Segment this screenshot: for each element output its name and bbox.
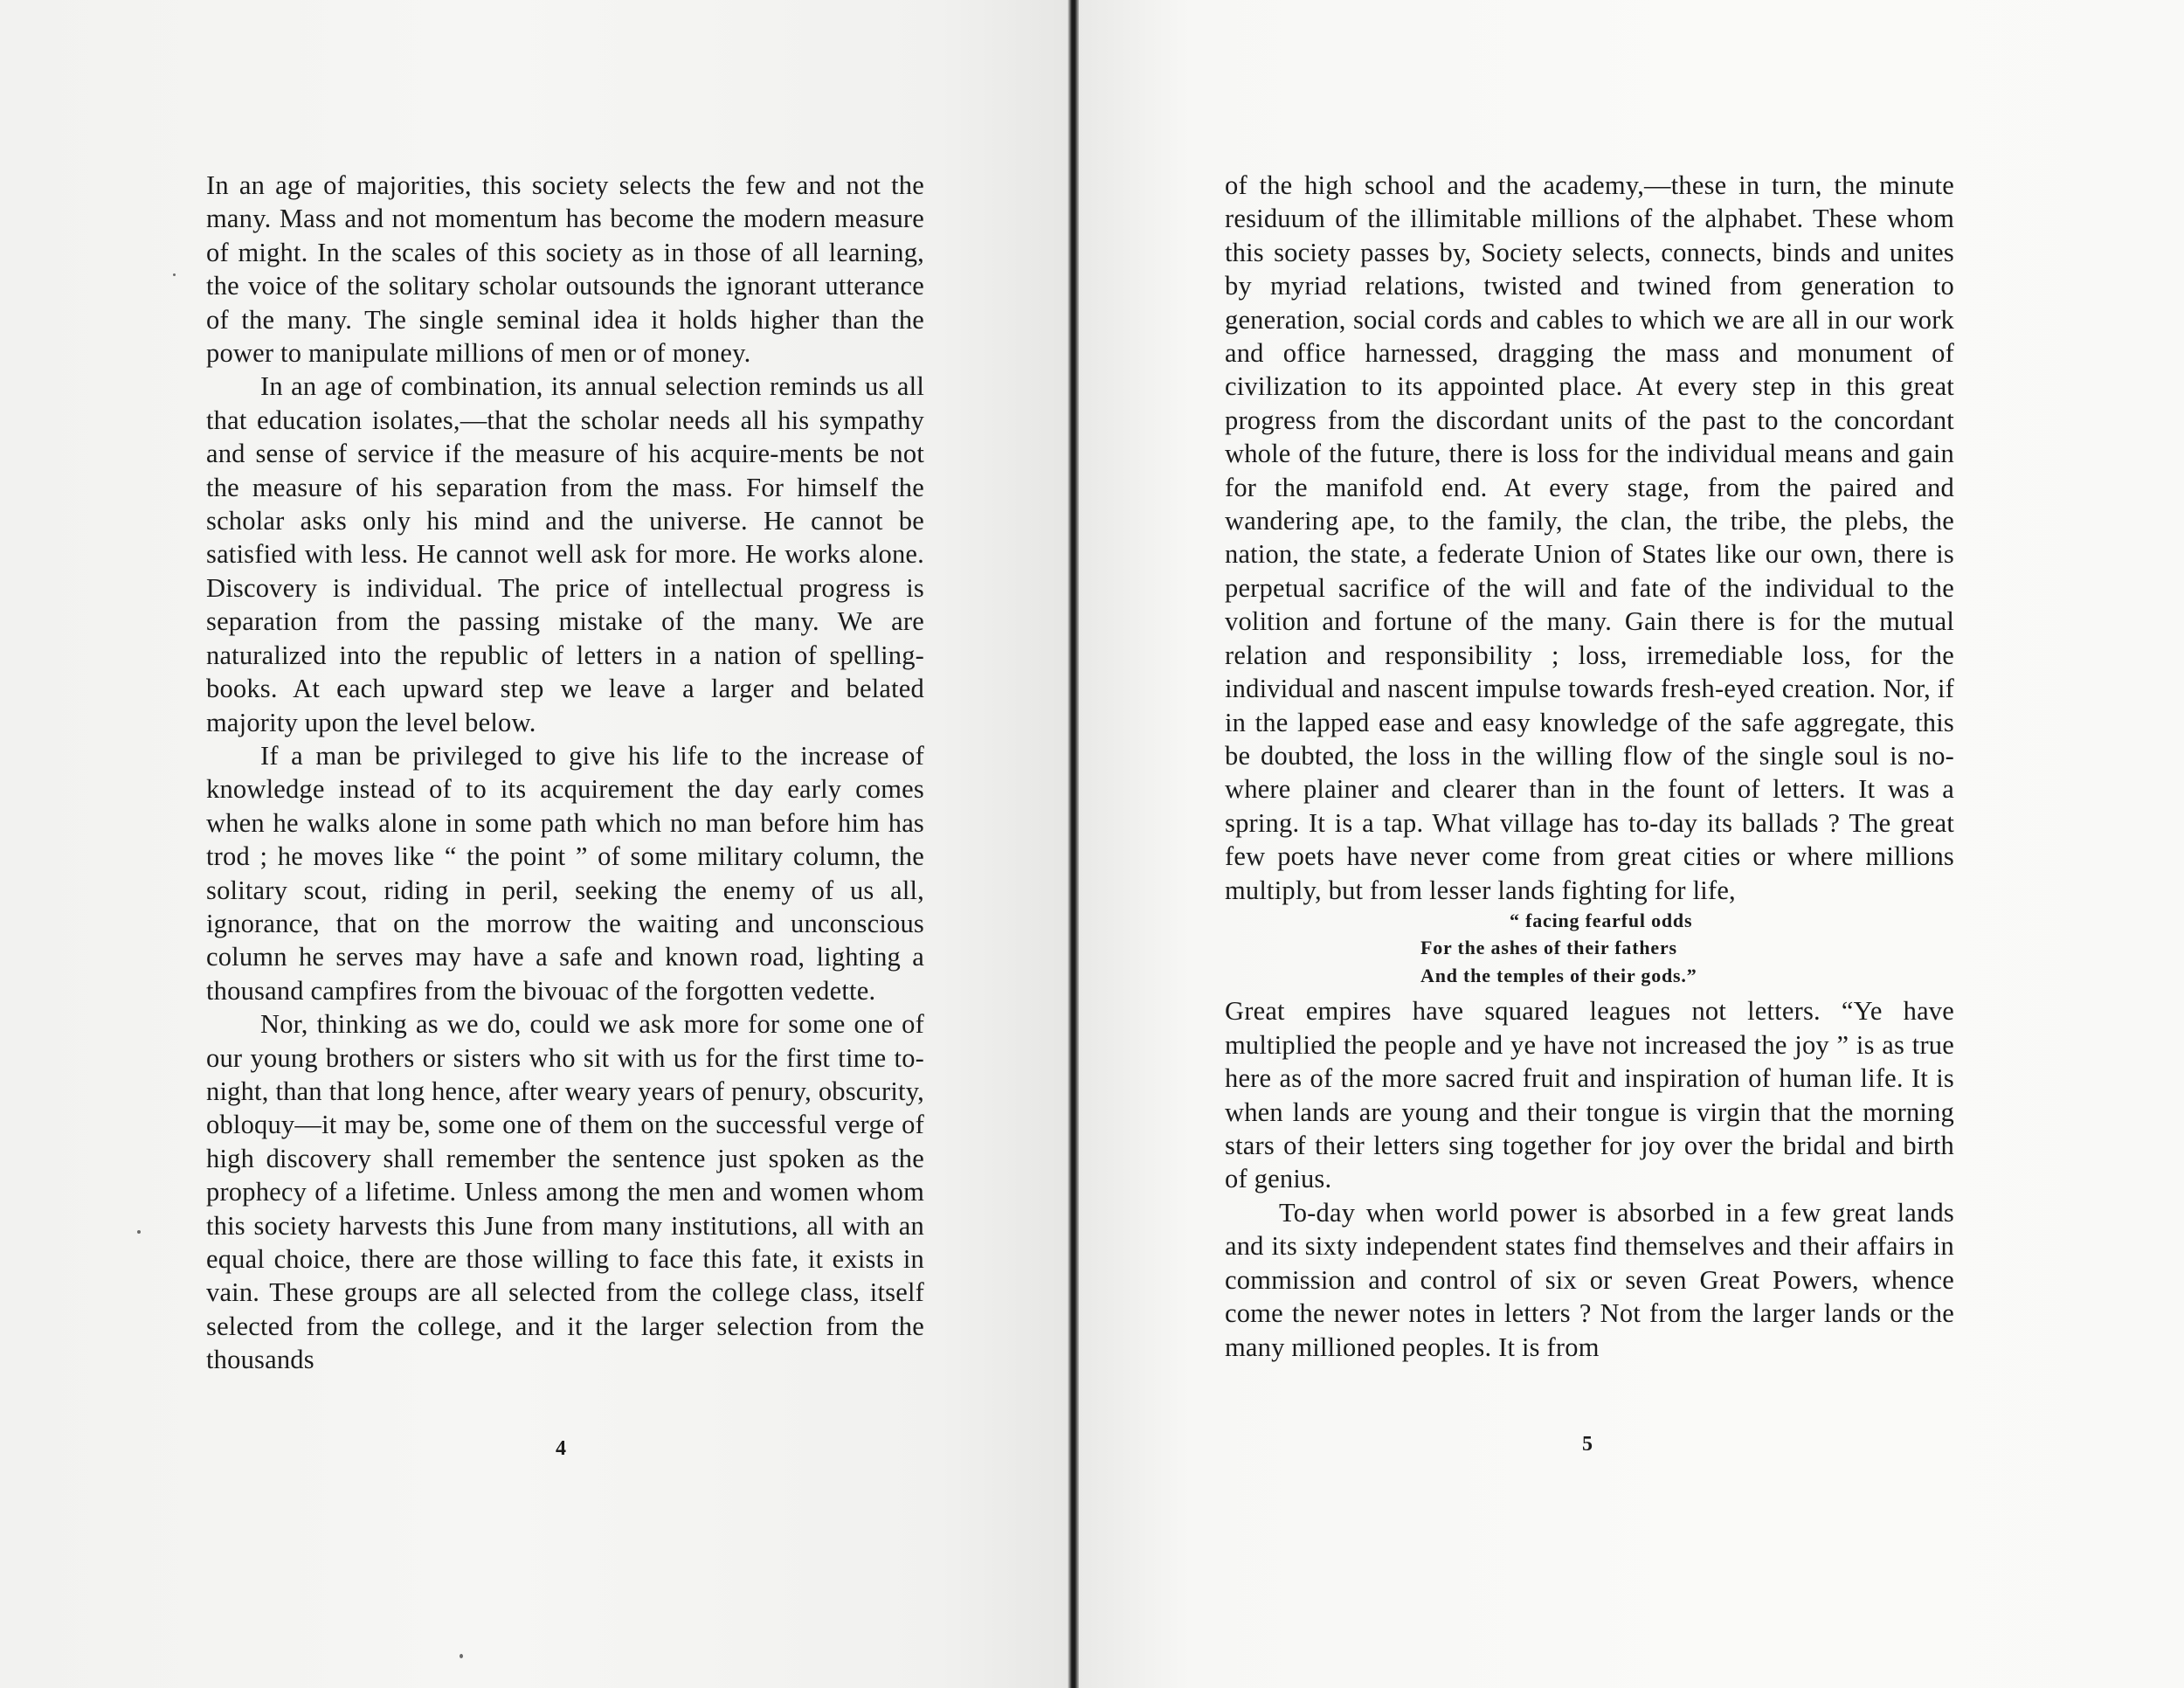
left-paragraph-1: In an age of majorities, this society selects the few and not the many. Mass and not momentum has become the modern measure of might. In the scales of this society as in those of all learning, the voice of the solitary scholar outsounds the ignorant utterance of the many. The single seminal idea it holds higher than the power to manipulate millions of men or of money.	[206, 170, 924, 369]
verse-quote	[1420, 907, 1954, 990]
right-paragraph-3: To-day when world power is absorbed in a few great lands and its sixty independent states find themselves and their affairs in commission and control of six or seven Great Powers, whence come the newer notes in letters ? Not from the larger lands or the many millioned peoples. It is from	[1225, 1197, 1954, 1362]
paper-speck	[137, 1230, 141, 1234]
right-page-text	[1225, 169, 1954, 1364]
verse-line-1: “ facing fearful odds	[1510, 909, 1693, 931]
left-page-text	[206, 169, 924, 1377]
right-paragraph-2: Great empires have squared leagues not letters. “Ye have multiplied the people and ye have not increased the joy ” is as true here as of the more sacred fruit and inspiration of human life. It is when lands are young and their tongue is virgin that the morning stars of their letters sing together for joy over the bridal and birth of genius.	[1225, 996, 1954, 1194]
left-paragraph-3: If a man be privileged to give his life to the increase of knowledge instead of to its acquirement the day early comes when he walks alone in some path which no man before him has trod ; he moves like “ the point ” of some military column, the solitary scout, riding in peril, seeking the enemy of us all, ignorance, that on the morrow the waiting and unconscious column he serves may have a safe and known road, lighting a thousand campfires from the bivouac of the forgotten vedette.	[206, 740, 924, 1006]
paper-speck	[460, 1654, 463, 1658]
verse-line-3: And the temples of their gods.”	[1420, 964, 1697, 986]
left-paragraph-2: In an age of combination, its annual selection reminds us all that education isolates,—that the scholar needs all his sympathy and sense of service if the measure of his acquire-ments be not the measure of his separation from the mass. For himself the scholar asks only his mind and the universe. He cannot be satisfied with less. He cannot well ask for more. He works alone. Discovery is individual. The price of intellectual progress is separation from the passing mistake of the many. We are naturalized into the republic of letters in a nation of spelling-books. At each upward step we leave a larger and belated majority upon the level below.	[206, 371, 924, 737]
right-paragraph-1: of the high school and the academy,—these in turn, the minute residuum of the illimitable millions of the alphabet. These whom this society passes by, Society selects, connects, binds and unites by myriad relations, twisted and twined from generation to generation, social cords and cables to which we are all in our work and office harnessed, dragging the mass and monument of civilization to its appointed place. At every step in this great progress from the discordant units of the past to the concordant whole of the future, there is loss for the individual means and gain for the manifold end. At every stage, from the paired and wandering ape, to the family, the clan, the tribe, the plebs, the nation, the state, a federate Union of States like our own, there is perpetual sacrifice of the will and fate of the individual to the volition and fortune of the many. Gain there is for the mutual relation and responsibility ; loss, irremediable loss, for the individual and nascent impulse towards fresh-eyed creation. Nor, if in the lapped ease and easy knowledge of the safe aggregate, this be doubted, the loss in the willing flow of the single soul is no-where plainer and clearer than in the fount of letters. It was a spring. It is a tap. What village has to-day its ballads ? The great few poets have never come from great cities or where millions multiply, but from lesser lands fighting for life,	[1225, 170, 1954, 905]
paper-speck	[173, 273, 176, 276]
verse-line-2: For the ashes of their fathers	[1420, 937, 1677, 959]
left-page-number: 4	[556, 1437, 566, 1460]
left-paragraph-4: Nor, thinking as we do, could we ask more for some one of our young brothers or sisters who sit with us for the first time to-night, than that long hence, after weary years of penury, obscurity, obloquy—it may be, some one of them on the successful verge of high discovery shall remember the sentence just spoken as the prophecy of a lifetime. Unless among the men and women whom this society harvests this June from many institutions, all with an equal choice, there are those willing to face this fate, it exists in vain. These groups are all selected from the college class, itself selected from the college, and it the larger selection from the thousands	[206, 1009, 924, 1375]
right-page-number: 5	[1582, 1433, 1593, 1456]
book-gutter	[1068, 0, 1080, 1688]
left-page	[0, 0, 1070, 1688]
